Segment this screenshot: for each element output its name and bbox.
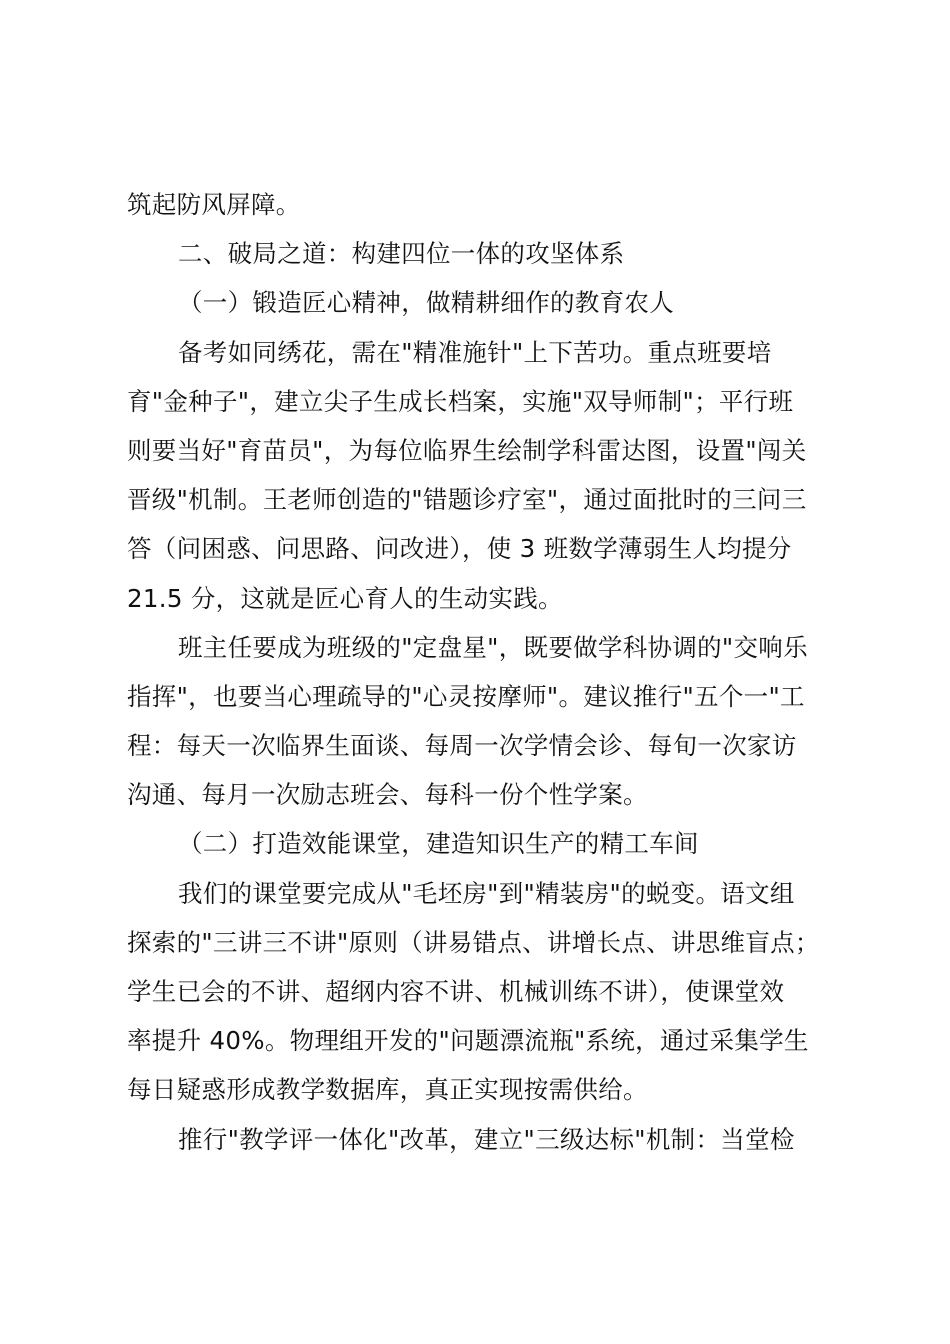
section-heading: 二、破局之道：构建四位一体的攻坚体系 [178, 239, 625, 269]
subsection-heading: （一）锻造匠心精神，做精耕细作的教育农人 [178, 288, 674, 318]
text-line: 学生已会的不讲、超纲内容不讲、机械训练不讲），使课堂效 [127, 977, 785, 1006]
text-line: 我们的课堂要完成从"毛坯房"到"精装房"的蜕变。语文组 [178, 878, 795, 908]
text-line: 备考如同绣花，需在"精准施针"上下苦功。重点班要培 [178, 337, 772, 367]
text-line: 则要当好"育苗员"，为每位临界生绘制学科雷达图，设置"闯关 [127, 435, 807, 465]
subsection-heading: （二）打造效能课堂，建造知识生产的精工车间 [178, 829, 699, 859]
text-line: 指挥"，也要当心理疏导的"心灵按摩师"。建议推行"五个一"工 [127, 681, 805, 711]
text-line: 21.5 分，这就是匠心育人的生动实践。 [127, 583, 563, 613]
text-line: 晋级"机制。王老师创造的"错题诊疗室"，通过面批时的三问三 [127, 485, 807, 515]
text-line: 班主任要成为班级的"定盘星"，既要做学科协调的"交响乐 [178, 632, 808, 662]
text-line: 育"金种子"，建立尖子生成长档案，实施"双导师制"；平行班 [127, 386, 794, 416]
document-body [127, 180, 847, 1164]
text-line: 程：每天一次临界生面谈、每周一次学情会诊、每旬一次家访 [127, 731, 797, 761]
text-line: 答（问困惑、问思路、问改进），使 3 班数学薄弱生人均提分 [127, 534, 792, 564]
text-line: 探索的"三讲三不讲"原则（讲易错点、讲增长点、讲思维盲点； [127, 927, 820, 957]
text-line: 沟通、每月一次励志班会、每科一份个性学案。 [127, 780, 648, 810]
text-line: 推行"教学评一体化"改革，建立"三级达标"机制：当堂检 [178, 1124, 795, 1154]
text-line: 每日疑惑形成教学数据库，真正实现按需供给。 [127, 1075, 648, 1105]
text-line: 率提升 40%。物理组开发的"问题漂流瓶"系统，通过采集学生 [127, 1026, 809, 1056]
text-line: 筑起防风屏障。 [127, 190, 301, 219]
